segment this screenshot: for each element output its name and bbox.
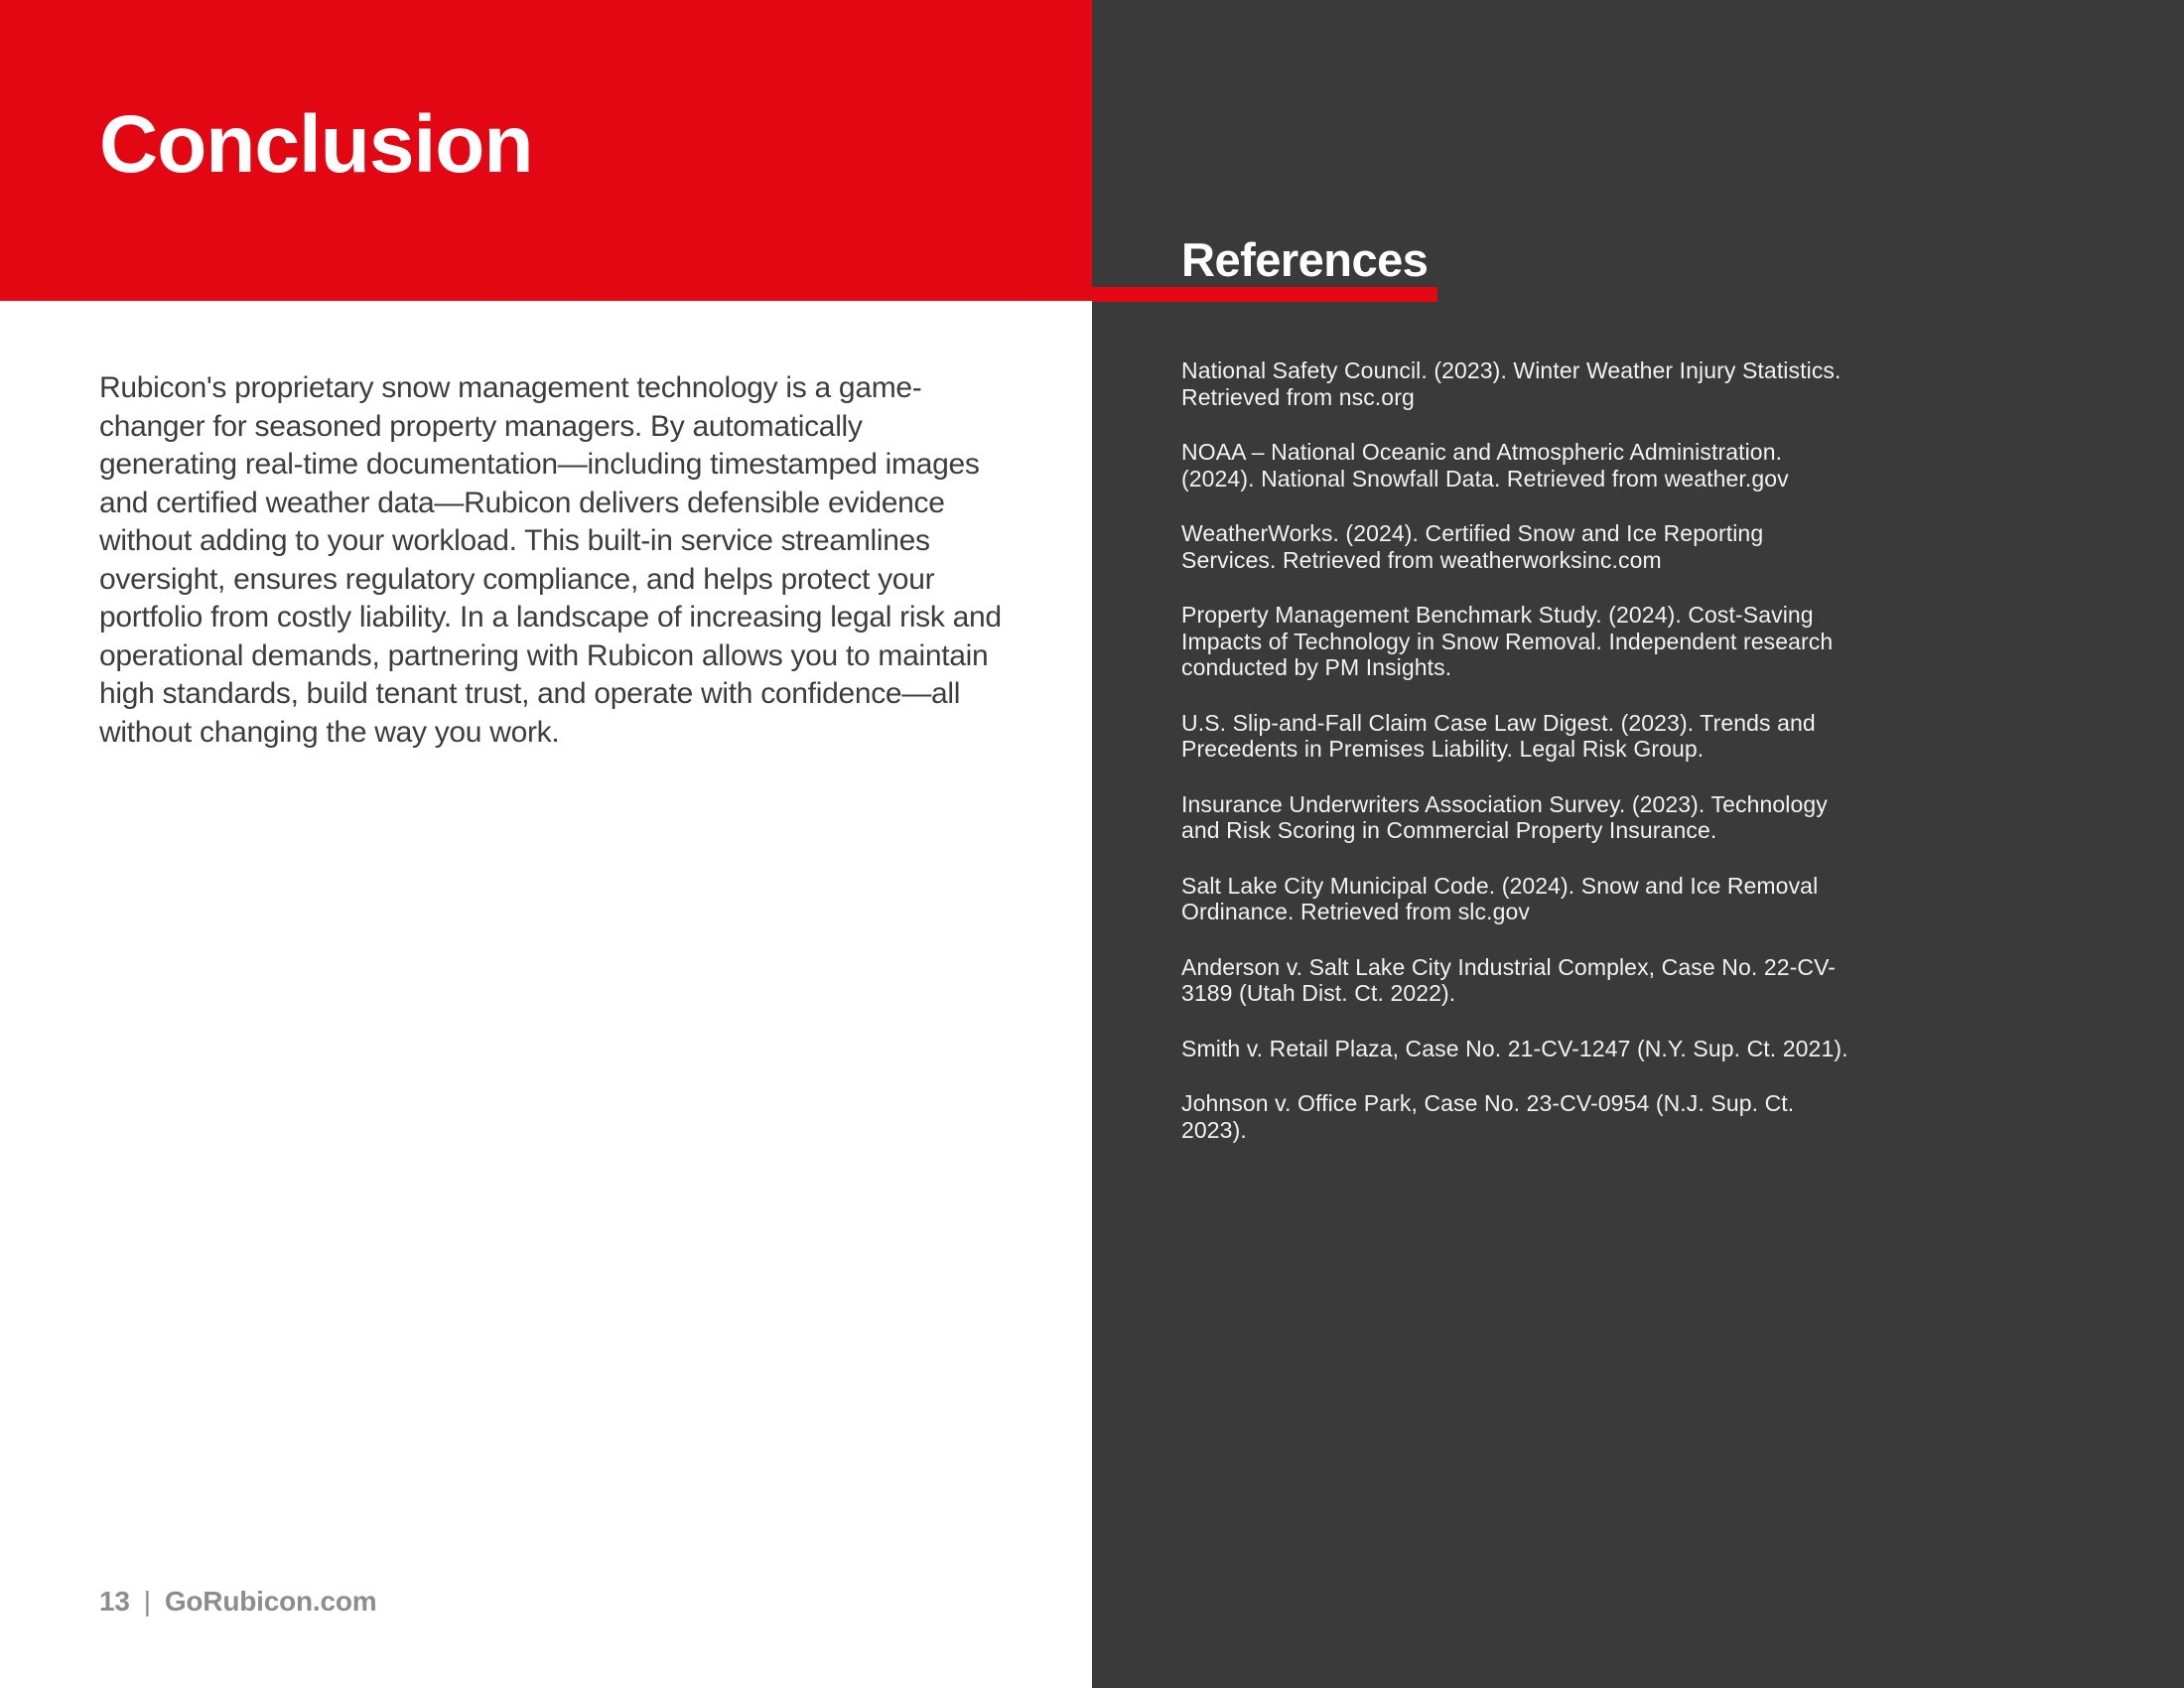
page-footer xyxy=(99,1586,376,1618)
reference-entry: WeatherWorks. (2024). Certified Snow and Ice Reporting Services. Retrieved from weatherworksinc.com xyxy=(1181,520,1764,573)
reference-entry: Salt Lake City Municipal Code. (2024). Snow and Ice Removal Ordinance. Retrieved from slc.gov xyxy=(1181,872,1819,924)
references-heading: References xyxy=(1181,233,1429,286)
body-paragraph: Rubicon's proprietary snow management technology is a game-changer for seasoned property managers. By automatically generating real-time documentation—including timestamped images and certified weather data—Rubicon delivers defensible evidence without adding to your workload. This built-in service streamlines oversight, ensures regulatory compliance, and helps protect your portfolio from costly liability. In a landscape of increasing legal risk and operational demands, partnering with Rubicon allows you to maintain high standards, build tenant trust, and operate with confidence—all without changing the way you work. xyxy=(99,371,1002,749)
header-band xyxy=(0,0,1092,301)
reference-entry: U.S. Slip-and-Fall Claim Case Law Digest. (2023). Trends and Precedents in Premises Liability. Legal Risk Group. xyxy=(1181,709,1816,762)
references-list xyxy=(1181,357,1856,1172)
page-number: 13 xyxy=(99,1586,130,1617)
footer-website: GoRubicon.com xyxy=(164,1586,377,1617)
references-underline xyxy=(1092,287,1437,302)
page-title: Conclusion xyxy=(99,99,533,190)
reference-entry: Smith v. Retail Plaza, Case No. 21-CV-1247 (N.Y. Sup. Ct. 2021). xyxy=(1181,1035,1848,1061)
reference-entry: Property Management Benchmark Study. (2024). Cost-Saving Impacts of Technology in Snow Removal. Independent research conducted by PM Insights. xyxy=(1181,602,1834,680)
reference-entry: Johnson v. Office Park, Case No. 23-CV-0954 (N.J. Sup. Ct. 2023). xyxy=(1181,1090,1795,1143)
references-panel xyxy=(1092,0,2184,1688)
footer-separator: | xyxy=(143,1586,151,1617)
reference-entry: Insurance Underwriters Association Survey. (2023). Technology and Risk Scoring in Commercial Property Insurance. xyxy=(1181,790,1828,843)
reference-entry: Anderson v. Salt Lake City Industrial Complex, Case No. 22-CV-3189 (Utah Dist. Ct. 2022). xyxy=(1181,953,1837,1006)
reference-entry: NOAA – National Oceanic and Atmospheric Administration. (2024). National Snowfall Data. Retrieved from weather.gov xyxy=(1181,439,1789,492)
reference-entry: National Safety Council. (2023). Winter Weather Injury Statistics. Retrieved from nsc.org xyxy=(1181,357,1842,410)
